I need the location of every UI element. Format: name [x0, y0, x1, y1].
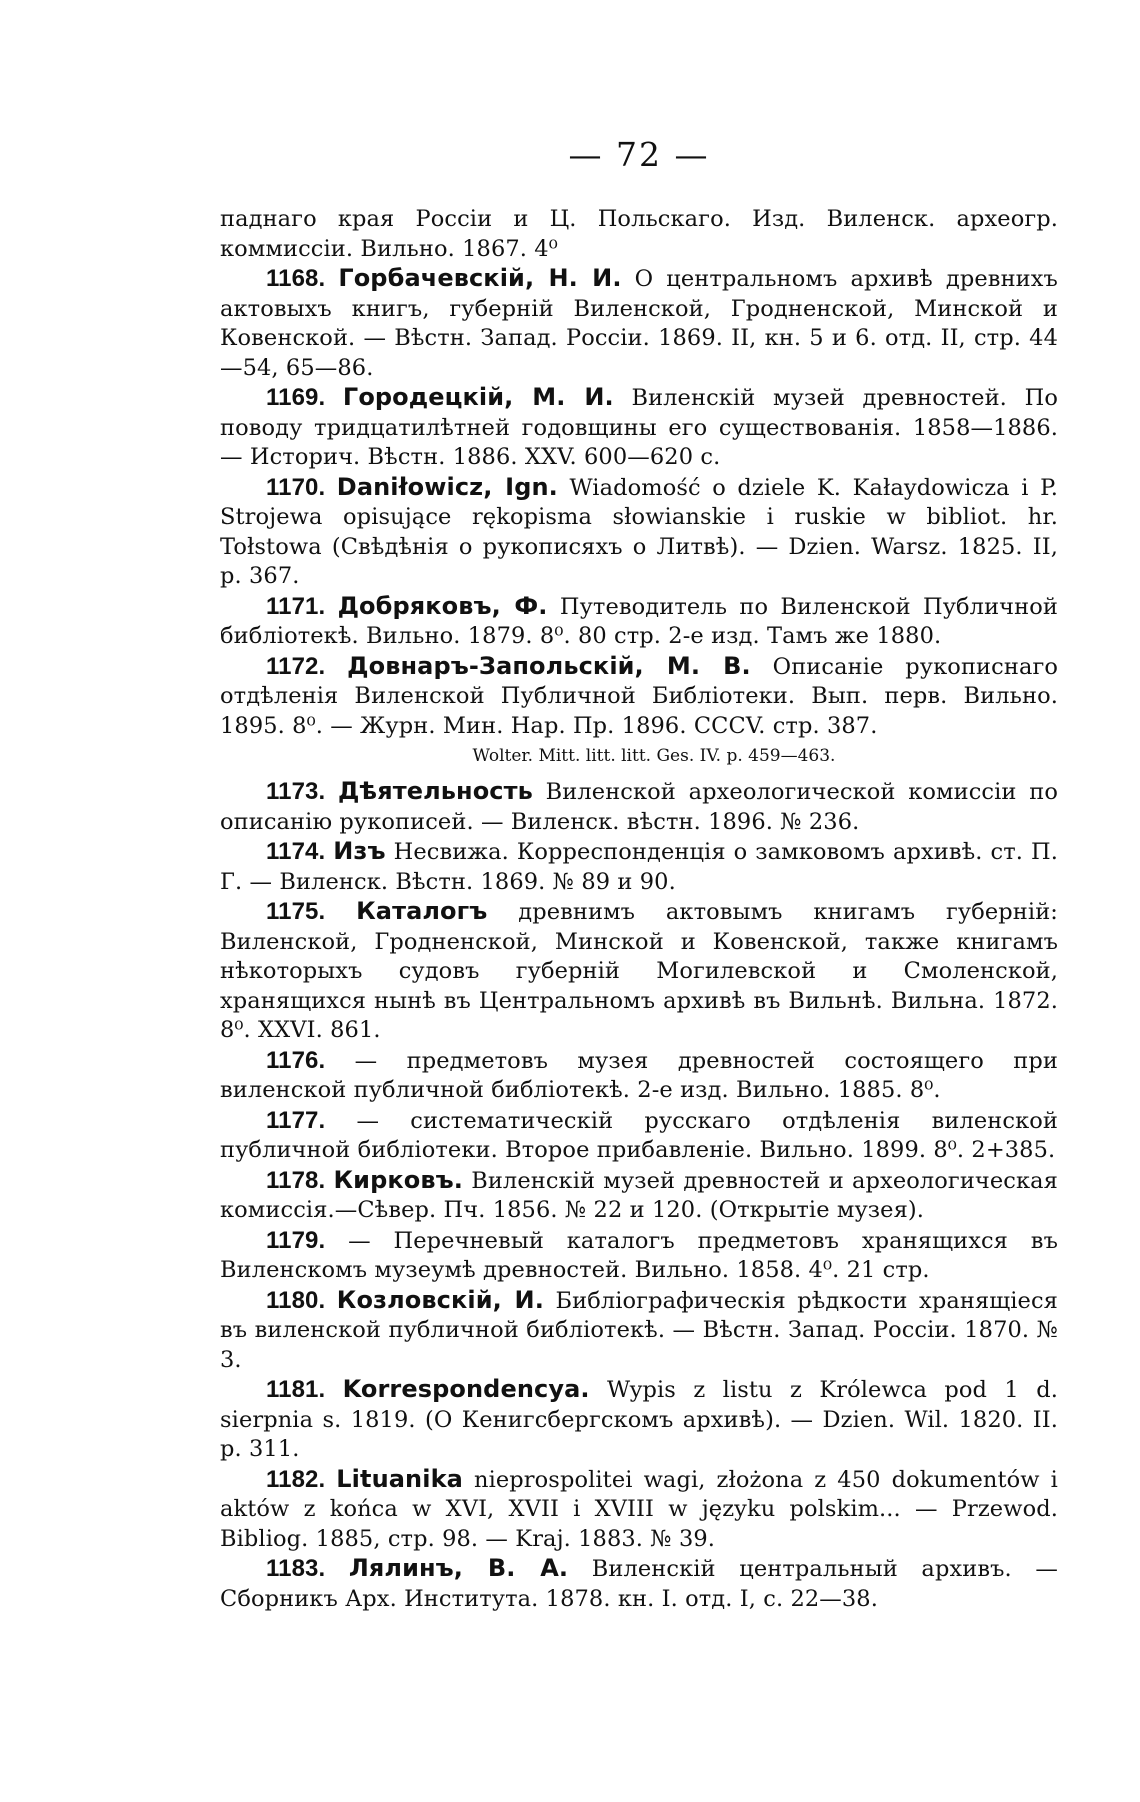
- entry-author: Daniłowicz, Ign.: [336, 472, 558, 501]
- entry-text: — предметовъ музея древностей состоящего при виленской публичной библіотекѣ. 2-е изд. Вильно. 1885. 8⁰.: [220, 1047, 1058, 1103]
- entry-title-word: Дѣятельность: [337, 777, 533, 805]
- entry-1169: [220, 383, 1058, 473]
- entry-number: 1176.: [266, 1046, 326, 1074]
- entry-1183: [220, 1554, 1058, 1614]
- entry-1171: [220, 592, 1058, 652]
- entry-text: Wiadomość o dziele K. Kałaydowicza i P. Strojewa opisujące rękopisma słowianskie i ruskie w bibliot. hr. Tołstowa (Свѣдѣнія о рукописяхъ о Литвѣ). — Dzien. Warsz. 1825. II, p. 367.: [220, 474, 1059, 589]
- entry-1172-note: Wolter. Mitt. litt. litt. Ges. IV. p. 459—463.: [472, 746, 836, 766]
- entry-text: Путеводитель по Виленской Публичной библіотекѣ. Вильно. 1879. 8⁰. 80 стр. 2-е изд. Тамъ же 1880.: [220, 593, 1058, 649]
- entry-1173: [220, 777, 1058, 837]
- entry-author: Городецкій, М. И.: [342, 383, 614, 411]
- entry-text: Виленскій музей древностей и археологическая комиссія.—Сѣвер. Пч. 1856. № 22 и 120. (Открытіе музея).: [220, 1167, 1058, 1223]
- entry-1174: [220, 837, 1058, 897]
- entry-1177: [220, 1106, 1058, 1166]
- entry-author: Довнаръ-Запольскій, М. В.: [347, 651, 751, 680]
- entry-text: древнимъ актовымъ книгамъ губерній: Виленской, Гродненской, Минской и Ковенской, также книгамъ нѣкоторыхъ судовъ губерній Могилевской и Смоленской, хранящихся нынѣ въ Центральномъ архивѣ въ Вильнѣ. Вильна. 1872. 8⁰. XXVI. 861.: [220, 899, 1058, 1043]
- entry-number: 1178.: [266, 1166, 326, 1194]
- entry-1179: [220, 1226, 1058, 1286]
- entry-title-word: Каталогъ: [356, 897, 488, 925]
- entry-1168: [220, 264, 1058, 383]
- entry-number: 1182.: [266, 1465, 326, 1493]
- entry-text: Виленскій центральный архивъ. — Сборникъ Арх. Института. 1878. кн. I. отд. I, с. 22—38.: [220, 1556, 1058, 1612]
- book-page: [220, 135, 1059, 1614]
- entry-number: 1172.: [266, 652, 326, 680]
- entry-1178: [220, 1166, 1058, 1226]
- entry-text: Wypis z listu z Królewca pod 1 d. sierpnia s. 1819. (О Кенигсбергскомъ архивѣ). — Dzien. Wil. 1820. II. p. 311.: [220, 1377, 1058, 1462]
- entries-list: [220, 264, 1058, 1614]
- intro-continuation: паднаго края Россіи и Ц. Польскаго. Изд. Виленск. археогр. коммиссіи. Вильно. 1867. 4⁰: [220, 206, 1058, 262]
- entry-text: Виленской археологической комиссіи по описанію рукописей. — Виленск. вѣстн. 1896. № 236.: [220, 779, 1058, 835]
- entry-title-word: Korrespondencya.: [342, 1375, 590, 1403]
- entry-author: Добряковъ, Ф.: [337, 591, 548, 620]
- entry-text: nieprospolitei wagi, złożona z 450 dokumentów i aktów z końca w XVI, XVII i XVIII w języku polskim... — Przewod. Bibliog. 1885, стр. 98. — Kraj. 1883. № 39.: [220, 1466, 1058, 1552]
- entry-1170: [220, 473, 1058, 592]
- entry-text: Описаніе рукописнаго отдѣленія Виленской Публичной Библіотеки. Вып. перв. Вильно. 1895. 8⁰. — Журн. Мин. Нар. Пр. 1896. CCCV. стр. 387.: [220, 653, 1058, 739]
- entry-number: 1168.: [266, 265, 326, 292]
- entry-1182: [220, 1465, 1058, 1555]
- entry-author: Козловскій, И.: [336, 1285, 544, 1314]
- entry-number: 1180.: [266, 1286, 326, 1314]
- entry-text: Библіографическія рѣдкости хранящіеся въ виленской публичной библіотекѣ. — Вѣстн. Запад. Россіи. 1870. № 3.: [220, 1287, 1058, 1373]
- entry-1176: [220, 1046, 1058, 1106]
- entry-number: 1181.: [266, 1376, 326, 1403]
- entry-number: 1173.: [266, 778, 326, 805]
- entry-1175: [220, 897, 1058, 1046]
- entry-number: 1179.: [266, 1226, 326, 1254]
- entry-text: Несвижа. Корреспонденція о замковомъ архивѣ. ст. П. Г. — Виленск. Вѣстн. 1869. № 89 и 90.: [220, 839, 1058, 895]
- entry-text: Виленскій музей древностей. По поводу тридцатилѣтней годовщины его существованія. 1858—1886. — Историч. Вѣстн. 1886. XXV. 600—620 с.: [220, 385, 1058, 470]
- entry-author: Лялинъ, В. А.: [348, 1554, 569, 1582]
- entry-number: 1175.: [266, 898, 326, 925]
- entry-number: 1170.: [266, 473, 326, 501]
- entry-text: — систематическій русскаго отдѣленія виленской публичной библіотеки. Второе прибавленіе. Вильно. 1899. 8⁰. 2+385.: [220, 1107, 1058, 1163]
- entry-number: 1169.: [266, 384, 326, 411]
- entry-1181: [220, 1375, 1058, 1465]
- entry-number: 1171.: [266, 592, 326, 620]
- page-number: — 72 —: [568, 135, 710, 174]
- entry-author: Кирковъ.: [333, 1165, 463, 1194]
- entry-number: 1174.: [266, 838, 326, 865]
- entry-number: 1183.: [266, 1555, 326, 1582]
- entry-1172: [220, 652, 1058, 742]
- entry-text: О центральномъ архивѣ древнихъ актовыхъ книгъ, губерній Виленской, Гродненской, Минской и Ковенской. — Вѣстн. Запад. Россіи. 1869. II, кн. 5 и 6. отд. II, стр. 44—54, 65—86.: [220, 266, 1058, 381]
- entry-author: Горбачевскій, Н. И.: [338, 264, 622, 292]
- entry-text: — Перечневый каталогъ предметовъ хранящихся въ Виленскомъ музеумѣ древностей. Вильно. 1858. 4⁰. 21 стр.: [220, 1227, 1058, 1283]
- entry-number: 1177.: [266, 1106, 326, 1134]
- entry-title-word: Lituanika: [336, 1464, 463, 1493]
- entry-1180: [220, 1286, 1058, 1376]
- entry-title-word: Изъ: [333, 837, 386, 865]
